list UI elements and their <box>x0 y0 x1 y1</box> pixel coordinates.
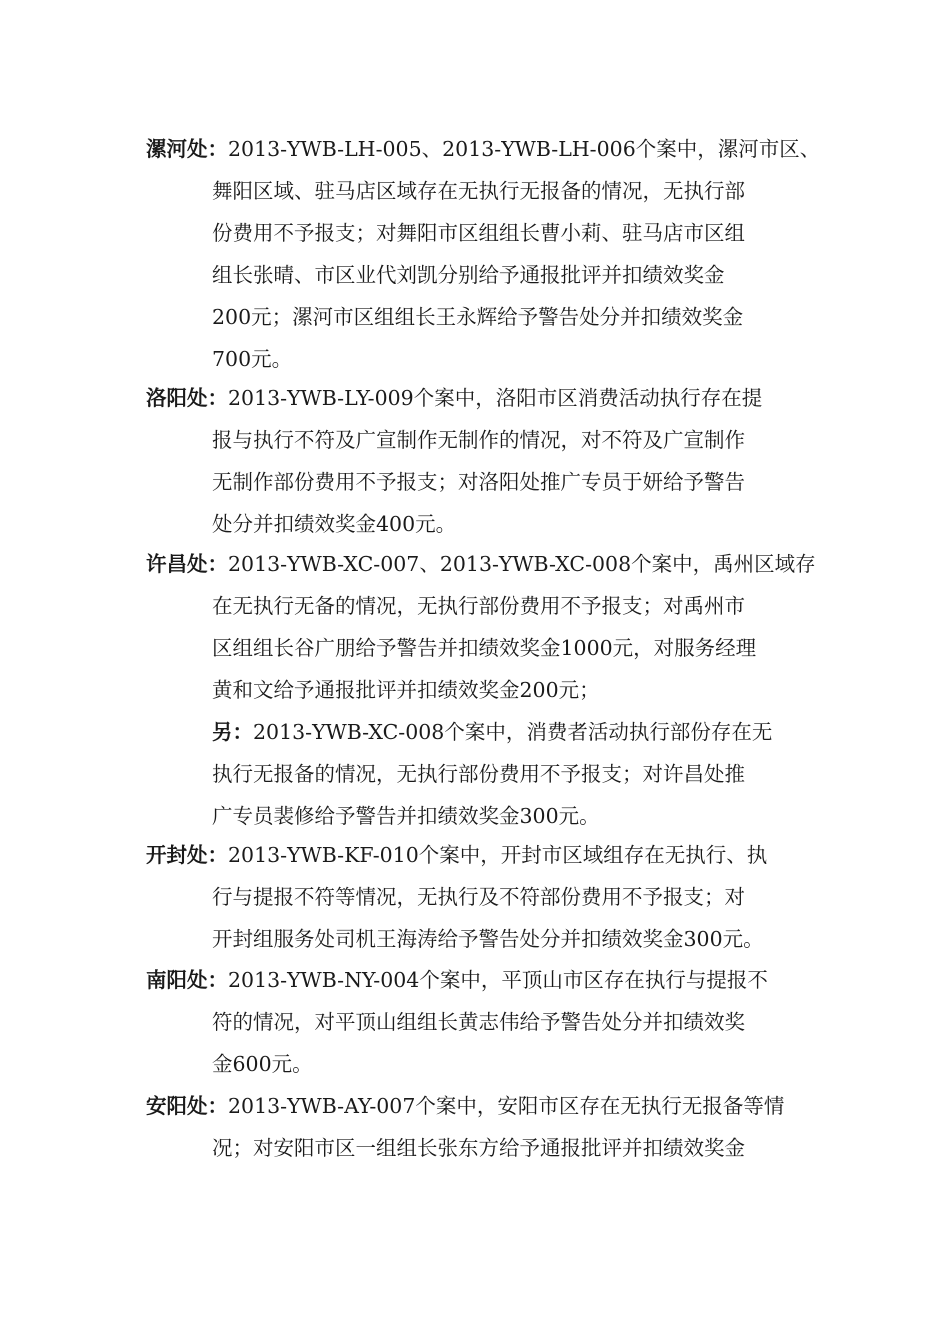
entry-line: 份费用不予报支；对舞阳市区组组长曹小莉、驻马店市区组 <box>212 221 745 245</box>
entry-line <box>146 377 806 419</box>
entry-xuchang <box>146 543 816 837</box>
entry-text: 2013-YWB-LY-009个案中，洛阳市区消费活动执行存在提 <box>228 386 763 410</box>
entry-line: 区组组长谷广朋给予警告并扣绩效奖金1000元，对服务经理 <box>212 636 757 660</box>
note-line: 广专员裴修给予警告并扣绩效奖金300元。 <box>212 804 600 828</box>
entry-luohe <box>146 128 821 380</box>
note-text: 2013-YWB-XC-008个案中，消费者活动执行部份存在无 <box>253 720 773 744</box>
entry-line: 处分并扣绩效奖金400元。 <box>212 512 457 536</box>
entry-line: 金600元。 <box>212 1052 313 1076</box>
entry-line: 组长张晴、市区业代刘凯分别给予通报批评并扣绩效奖金 <box>212 263 725 287</box>
entry-line: 符的情况，对平顶山组组长黄志伟给予警告处分并扣绩效奖 <box>212 1010 745 1034</box>
entry-label: 许昌处： <box>146 552 228 576</box>
entry-line <box>146 959 806 1001</box>
entry-anyang <box>146 1085 806 1169</box>
entry-line: 700元。 <box>212 347 293 371</box>
note-label: 另： <box>212 720 253 744</box>
note-line: 执行无报备的情况，无执行部份费用不予报支；对许昌处推 <box>212 762 745 786</box>
entry-text: 2013-YWB-KF-010个案中，开封市区域组存在无执行、执 <box>228 843 768 867</box>
entry-line: 黄和文给予通报批评并扣绩效奖金200元； <box>212 678 600 702</box>
entry-line: 舞阳区域、驻马店区域存在无执行无报备的情况，无执行部 <box>212 179 745 203</box>
entry-label: 安阳处： <box>146 1094 228 1118</box>
entry-luoyang <box>146 377 806 545</box>
entry-label: 洛阳处： <box>146 386 228 410</box>
entry-label: 开封处： <box>146 843 228 867</box>
entry-line <box>146 543 816 585</box>
entry-line <box>146 834 806 876</box>
entry-line: 无制作部份费用不予报支；对洛阳处推广专员于妍给予警告 <box>212 470 745 494</box>
entry-line: 况；对安阳市区一组组长张东方给予通报批评并扣绩效奖金 <box>212 1136 745 1160</box>
entry-label: 南阳处： <box>146 968 228 992</box>
note-line <box>146 711 806 753</box>
entry-line: 在无执行无备的情况，无执行部份费用不予报支；对禹州市 <box>212 594 745 618</box>
entry-line: 报与执行不符及广宣制作无制作的情况，对不符及广宣制作 <box>212 428 745 452</box>
entry-line <box>146 128 821 170</box>
entry-text: 2013-YWB-LH-005、2013-YWB-LH-006个案中，漯河市区、 <box>228 137 821 161</box>
entry-text: 2013-YWB-XC-007、2013-YWB-XC-008个案中，禹州区域存 <box>228 552 816 576</box>
entry-text: 2013-YWB-NY-004个案中，平顶山市区存在执行与提报不 <box>228 968 768 992</box>
entry-line <box>146 1085 806 1127</box>
entry-line: 200元；漯河市区组组长王永辉给予警告处分并扣绩效奖金 <box>212 305 744 329</box>
entry-label: 漯河处： <box>146 137 228 161</box>
entry-nanyang <box>146 959 806 1085</box>
entry-text: 2013-YWB-AY-007个案中，安阳市区存在无执行无报备等情 <box>228 1094 785 1118</box>
entry-line: 行与提报不符等情况，无执行及不符部份费用不予报支；对 <box>212 885 745 909</box>
entry-line: 开封组服务处司机王海涛给予警告处分并扣绩效奖金300元。 <box>212 927 764 951</box>
entry-kaifeng <box>146 834 806 960</box>
